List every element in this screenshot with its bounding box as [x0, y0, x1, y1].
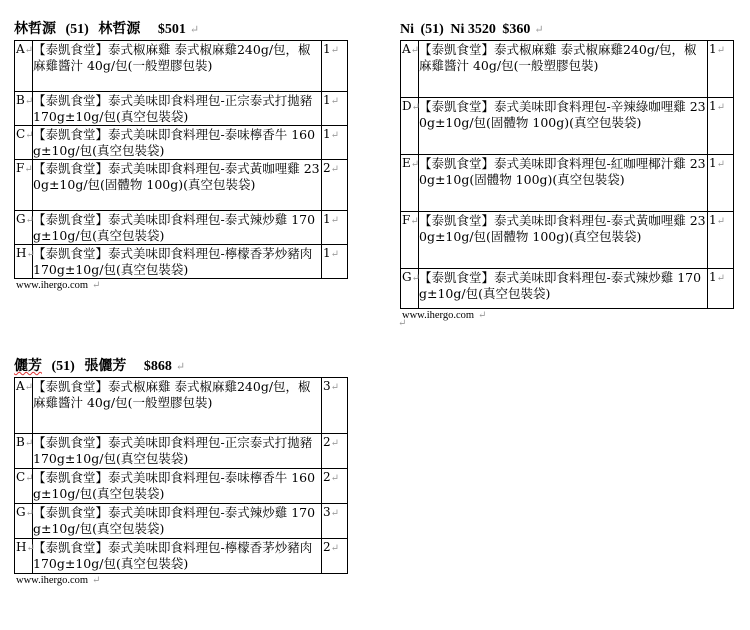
cell-mark-icon: ↵: [330, 130, 340, 141]
item-code: G↵: [15, 504, 33, 539]
cell-mark-icon: ↵: [26, 249, 35, 260]
item-quantity: 1↵: [708, 212, 734, 269]
order-title: [400, 20, 734, 40]
cell-mark-icon: ↵: [24, 438, 34, 449]
item-quantity: 1↵: [322, 92, 348, 126]
customer-name: Ni: [400, 22, 414, 37]
item-code: C↵: [15, 126, 33, 160]
cell-mark-icon: ↵: [716, 45, 726, 56]
order-count: (51): [51, 359, 75, 374]
customer-name: 儷芳: [14, 359, 42, 374]
table-row: [401, 98, 734, 155]
order-title: [14, 20, 348, 40]
table-row: [15, 211, 348, 245]
item-quantity: 1↵: [708, 155, 734, 212]
item-description: 【泰凱食堂】泰式美味即食料理包-泰式辣炒雞 170g±10g/包(真空包裝袋): [33, 504, 322, 539]
item-description: 【泰凱食堂】泰式美味即食料理包-正宗泰式打拋豬 170g±10g/包(真空包裝袋): [33, 92, 322, 126]
cell-mark-icon: ↵: [411, 273, 420, 284]
table-row: [401, 212, 734, 269]
item-quantity: 3↵: [322, 378, 348, 434]
item-description: 【泰凱食堂】泰式椒麻雞 泰式椒麻雞240g/包，椒麻雞醬汁 40g/包(一般塑膠包裝): [33, 378, 322, 434]
item-code: F↵: [401, 212, 419, 269]
cell-mark-icon: ↵: [330, 249, 340, 260]
order-block-1: [14, 20, 348, 293]
footer-link: www.ihergo.com ↵: [16, 280, 101, 291]
cell-mark-icon: ↵: [330, 215, 340, 226]
item-quantity: 1↵: [708, 41, 734, 98]
paragraph-mark-icon: ↵: [92, 575, 101, 586]
item-quantity: 1↵: [322, 211, 348, 245]
order-title: [14, 357, 348, 377]
item-quantity: 2↵: [322, 160, 348, 211]
cell-mark-icon: ↵: [410, 45, 420, 56]
table-row: [15, 160, 348, 211]
cell-mark-icon: ↵: [330, 382, 340, 393]
cell-mark-icon: ↵: [330, 164, 340, 175]
cell-mark-icon: ↵: [330, 96, 340, 107]
table-row: [15, 539, 348, 574]
paragraph-mark-icon: ↵: [398, 318, 407, 329]
item-code: E↵: [401, 155, 419, 212]
item-code: A↵: [15, 41, 33, 92]
item-quantity: 2↵: [322, 434, 348, 469]
item-description: 【泰凱食堂】泰式美味即食料理包-泰味檸香牛 160g±10g/包(真空包裝袋): [33, 126, 322, 160]
item-description: 【泰凱食堂】泰式美味即食料理包-檸檬香茅炒豬肉 170g±10g/包(真空包裝袋): [33, 539, 322, 574]
item-description: 【泰凱食堂】泰式美味即食料理包-紅咖哩椰汁雞 230g±10g(固體物 100g)(真空包裝袋): [419, 155, 708, 212]
cell-mark-icon: ↵: [24, 382, 34, 393]
order-count: (51): [420, 22, 444, 37]
item-code: G↵: [401, 269, 419, 309]
item-description: 【泰凱食堂】泰式美味即食料理包-泰式辣炒雞 170g±10g/包(真空包裝袋): [33, 211, 322, 245]
cell-mark-icon: ↵: [25, 473, 34, 484]
order-block-2: [400, 20, 734, 323]
item-quantity: 1↵: [322, 41, 348, 92]
paragraph-mark-icon: ↵: [534, 24, 544, 36]
cell-mark-icon: ↵: [25, 215, 34, 226]
customer-name-2: 張儷芳: [84, 359, 127, 374]
cell-mark-icon: ↵: [330, 543, 340, 554]
order-total: $360: [502, 22, 531, 37]
customer-name-2: 林哲源: [98, 22, 141, 37]
item-code: F↵: [15, 160, 33, 211]
table-row: [15, 504, 348, 539]
order-table: [400, 40, 734, 309]
item-quantity: 1↵: [322, 245, 348, 279]
item-description: 【泰凱食堂】泰式美味即食料理包-泰式辣炒雞 170g±10g/包(真空包裝袋): [419, 269, 708, 309]
item-code: G↵: [15, 211, 33, 245]
item-description: 【泰凱食堂】泰式美味即食料理包-泰式黃咖哩雞 230g±10g/包(固體物 100g)(真空包裝袋): [419, 212, 708, 269]
paragraph-mark-icon: ↵: [175, 361, 186, 373]
table-row: [15, 434, 348, 469]
item-quantity: 1↵: [708, 98, 734, 155]
customer-name-2: Ni 3520: [450, 22, 496, 37]
order-block-3: [14, 357, 348, 588]
cell-mark-icon: ↵: [716, 273, 726, 284]
cell-mark-icon: ↵: [24, 96, 34, 107]
order-total: $501: [157, 22, 186, 37]
order-table: [14, 40, 348, 279]
cell-mark-icon: ↵: [24, 164, 33, 175]
cell-mark-icon: ↵: [716, 102, 726, 113]
item-quantity: 1↵: [708, 269, 734, 309]
order-table: [14, 377, 348, 574]
item-code: A↵: [15, 378, 33, 434]
table-row: [401, 41, 734, 98]
table-row: [15, 469, 348, 504]
cell-mark-icon: ↵: [411, 102, 421, 113]
table-row: [401, 269, 734, 309]
paragraph-mark-icon: ↵: [189, 24, 200, 36]
customer-name: 林哲源: [14, 22, 56, 37]
item-description: 【泰凱食堂】泰式椒麻雞 泰式椒麻雞240g/包，椒麻雞醬汁 40g/包(一般塑膠包裝): [419, 41, 708, 98]
cell-mark-icon: ↵: [24, 45, 34, 56]
table-row: [15, 92, 348, 126]
cell-mark-icon: ↵: [330, 438, 340, 449]
item-description: 【泰凱食堂】泰式美味即食料理包-辛辣綠咖哩雞 230g±10g/包(固體物 100g)(真空包裝袋): [419, 98, 708, 155]
table-row: [401, 155, 734, 212]
cell-mark-icon: ↵: [330, 508, 340, 519]
cell-mark-icon: ↵: [716, 159, 726, 170]
item-description: 【泰凱食堂】泰式美味即食料理包-泰式黃咖哩雞 230g±10g/包(固體物 100g)(真空包裝袋): [33, 160, 322, 211]
table-row: [15, 245, 348, 279]
item-description: 【泰凱食堂】泰式美味即食料理包-正宗泰式打拋豬 170g±10g/包(真空包裝袋): [33, 434, 322, 469]
paragraph-mark-icon: ↵: [92, 280, 101, 291]
item-code: B↵: [15, 92, 33, 126]
cell-mark-icon: ↵: [330, 45, 340, 56]
cell-mark-icon: ↵: [25, 508, 34, 519]
table-row: [15, 378, 348, 434]
item-code: D↵: [401, 98, 419, 155]
item-quantity: 1↵: [322, 126, 348, 160]
item-description: 【泰凱食堂】泰式美味即食料理包-檸檬香茅炒豬肉 170g±10g/包(真空包裝袋): [33, 245, 322, 279]
item-code: B↵: [15, 434, 33, 469]
cell-mark-icon: ↵: [330, 473, 340, 484]
item-quantity: 3↵: [322, 504, 348, 539]
cell-mark-icon: ↵: [410, 216, 419, 227]
cell-mark-icon: ↵: [716, 216, 726, 227]
footer-link: www.ihergo.com ↵: [16, 575, 101, 586]
item-code: C↵: [15, 469, 33, 504]
paragraph-mark-icon: ↵: [478, 310, 487, 321]
cell-mark-icon: ↵: [25, 130, 34, 141]
item-quantity: 2↵: [322, 469, 348, 504]
item-code: H↵: [15, 539, 33, 574]
table-row: [15, 126, 348, 160]
table-row: [15, 41, 348, 92]
cell-mark-icon: ↵: [410, 159, 420, 170]
cell-mark-icon: ↵: [26, 543, 35, 554]
item-code: A↵: [401, 41, 419, 98]
footer-link: www.ihergo.com ↵: [402, 310, 487, 321]
item-quantity: 2↵: [322, 539, 348, 574]
item-code: H↵: [15, 245, 33, 279]
item-description: 【泰凱食堂】泰式椒麻雞 泰式椒麻雞240g/包，椒麻雞醬汁 40g/包(一般塑膠包裝): [33, 41, 322, 92]
item-description: 【泰凱食堂】泰式美味即食料理包-泰味檸香牛 160g±10g/包(真空包裝袋): [33, 469, 322, 504]
order-total: $868: [143, 359, 172, 374]
order-count: (51): [65, 22, 89, 37]
